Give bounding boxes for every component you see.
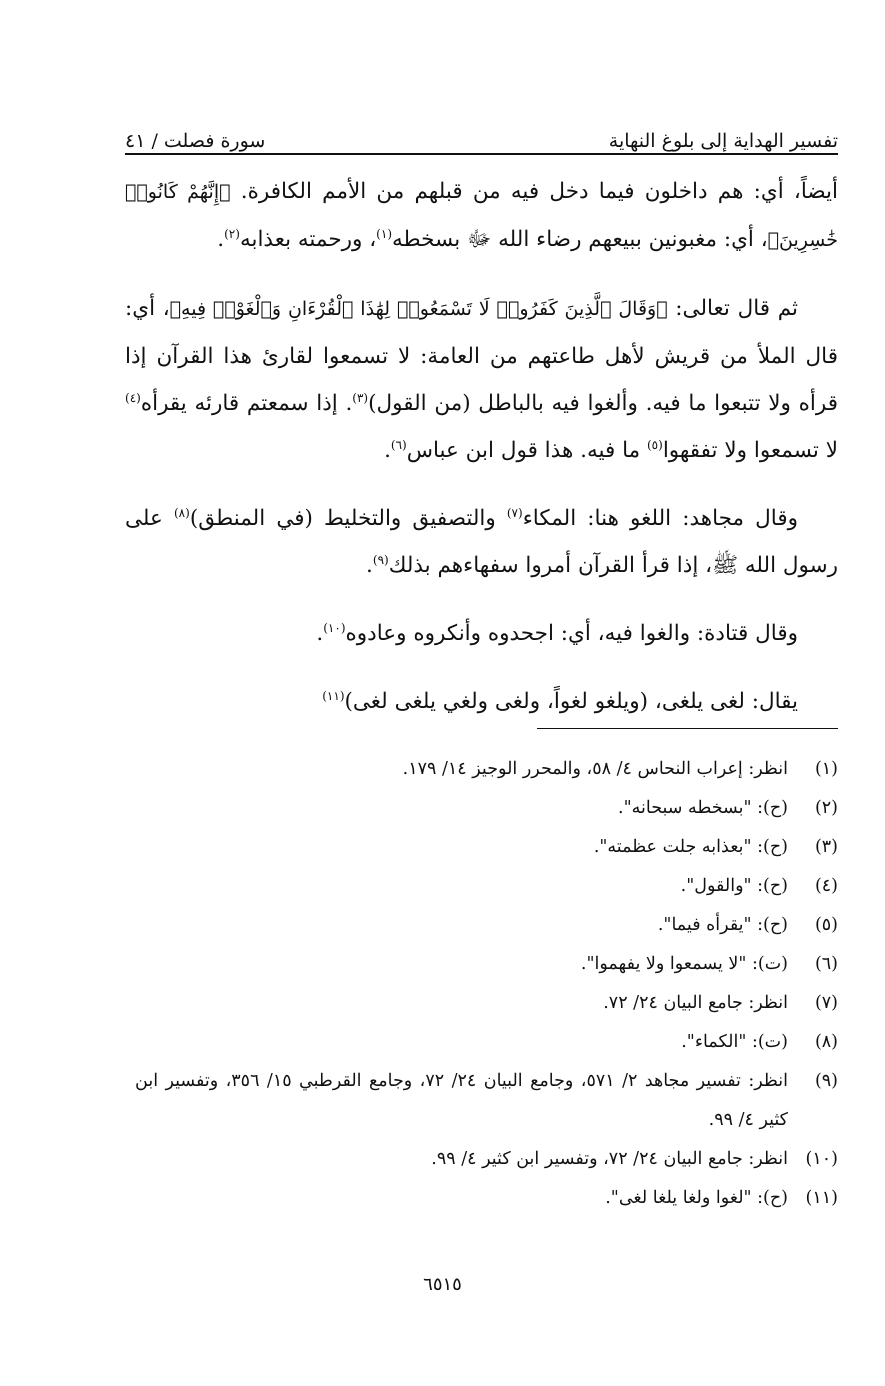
footnote-number: (٧): [814, 993, 838, 1013]
footnote-item: [135, 1023, 838, 1062]
footnote-item: [135, 906, 838, 945]
quran-quote: ﴿وَقَالَ ٱلَّذِينَ كَفَرُوا۟ لَا تَسْمَعُوا۟ لِهَٰذَا ٱلْقُرْءَانِ وَٱلْغَوْا۟ فِيهِ﴾: [169, 298, 668, 320]
footnote-text: (ت): "لا يسمعوا ولا يفهموا".: [580, 954, 788, 974]
paragraph-5: [125, 678, 838, 725]
paragraph-1: [125, 168, 838, 264]
text-run: .: [384, 438, 391, 463]
footnote-number: (٨): [814, 1032, 838, 1052]
footnote-item: [135, 1062, 838, 1140]
footnote-ref[interactable]: (٧): [506, 505, 523, 520]
footnote-number: (٢): [814, 798, 838, 818]
footnote-text: (ح): "والقول".: [680, 876, 788, 896]
footnote-text: (ت): "الكماء".: [681, 1032, 788, 1052]
text-run: . إذا سمعتم قارئه يقرأه: [140, 391, 353, 416]
footnote-text: انظر: جامع البيان ٢٤/ ٧٢.: [603, 993, 788, 1013]
footnote-item: [135, 1179, 838, 1218]
footnote-text: (ح): "لغوا ولغا يلغا لغى".: [605, 1188, 788, 1208]
footnote-text: (ح): "يقرأه فيما".: [657, 915, 788, 935]
text-run: على رسول الله ﷺ، إذا قرأ القرآن أمروا سفهاءهم بذلك: [125, 506, 838, 578]
footnote-text: انظر: إعراب النحاس ٤/ ٥٨، والمحرر الوجيز ١٤/ ١٧٩.: [402, 759, 788, 779]
footnote-number: (٥): [814, 915, 838, 935]
footnote-number: (٦): [814, 954, 838, 974]
footnote-text: (ح): "بعذابه جلت عظمته".: [593, 837, 788, 857]
footnote-separator: [537, 728, 838, 729]
footnote-ref[interactable]: (٦): [390, 437, 407, 452]
text-run: ما فيه. هذا قول ابن عباس: [406, 438, 647, 463]
page-number: ٦٥١٥: [423, 1274, 462, 1295]
footnote-text: (ح): "بسخطه سبحانه".: [618, 798, 788, 818]
footnote-item: [135, 945, 838, 984]
footnote-ref[interactable]: (٤): [125, 390, 141, 405]
footnote-item: [135, 828, 838, 867]
paragraph-4: [125, 610, 838, 657]
footnote-ref[interactable]: (٥): [646, 437, 663, 452]
footnote-number: (٤): [814, 876, 838, 896]
text-run: ، ورحمته بعذابه: [239, 227, 377, 252]
text-run: ، أي: مغبونين ببيعهم رضاء الله ﷻ بسخطه: [392, 227, 768, 252]
footnote-ref[interactable]: (٩): [372, 552, 389, 567]
text-run: وقال قتادة: والغوا فيه، أي: اجحدوه وأنكروه وعادوه: [345, 621, 798, 646]
text-run: يقال: لغى يلغى، (ويلغو لغواً، ولغى ولغي يلغى لغى): [344, 689, 798, 714]
footnote-text: انظر: جامع البيان ٢٤/ ٧٢، وتفسير ابن كثير ٤/ ٩٩.: [431, 1149, 788, 1169]
footnote-number: (١١): [805, 1188, 838, 1208]
footnote-item: [135, 789, 838, 828]
text-run: والتصفيق والتخليط (في المنطق): [189, 506, 507, 531]
text-run: .: [316, 621, 324, 646]
footnote-ref[interactable]: (٢): [224, 226, 240, 241]
footnote-number: (٣): [814, 837, 838, 857]
text-run: ثم قال تعالى:: [667, 296, 798, 321]
footnote-number: (١): [814, 759, 838, 779]
footnote-item: [135, 867, 838, 906]
header-rule: [125, 153, 838, 155]
footnotes-list: [135, 750, 838, 1218]
footnote-item: [135, 1140, 838, 1179]
running-header: [125, 112, 838, 152]
book-title: تفسير الهداية إلى بلوغ النهاية: [608, 130, 838, 152]
footnote-ref[interactable]: (١١): [322, 688, 345, 703]
footnote-ref[interactable]: (٨): [173, 505, 190, 520]
quran-quote: ﴿إِنَّهُمْ كَانُوا۟ خَٰسِرِينَ﴾: [125, 181, 838, 251]
surah-page-label: سورة فصلت / ٤١: [125, 130, 266, 152]
text-run: لا تسمعوا ولا تفقهوا: [662, 438, 838, 463]
paragraph-3: [125, 495, 838, 589]
footnote-number: (١٠): [805, 1149, 838, 1169]
footnote-ref[interactable]: (١٠): [323, 620, 346, 635]
footnote-item: [135, 984, 838, 1023]
footnote-text: انظر: تفسير مجاهد ٢/ ٥٧١، وجامع البيان ٢٤/ ٧٢، وجامع القرطبي ١٥/ ٣٥٦، وتفسير ابن كثير ٤/ ٩٩.: [135, 1071, 788, 1130]
text-run: .: [217, 227, 225, 252]
main-text: [125, 168, 838, 746]
paragraph-2: [125, 285, 838, 474]
footnote-ref[interactable]: (١): [376, 226, 392, 241]
text-run: ، أي: قال الملأ من قريش لأهل طاعتهم من العامة: لا تسمعوا لقارئ هذا القرآن إذا قرأه ولا تتبعوا ما فيه. وألغوا فيه بالباطل (من القول): [125, 296, 838, 416]
footnote-number: (٩): [814, 1071, 838, 1091]
text-run: .: [366, 553, 373, 578]
footnote-item: [135, 750, 838, 789]
text-run: وقال مجاهد: اللغو هنا: المكاء: [522, 506, 798, 531]
footnote-ref[interactable]: (٣): [352, 390, 369, 405]
text-run: أيضاً، أي: هم داخلون فيما دخل فيه من قبلهم من الأمم الكافرة.: [230, 179, 838, 204]
